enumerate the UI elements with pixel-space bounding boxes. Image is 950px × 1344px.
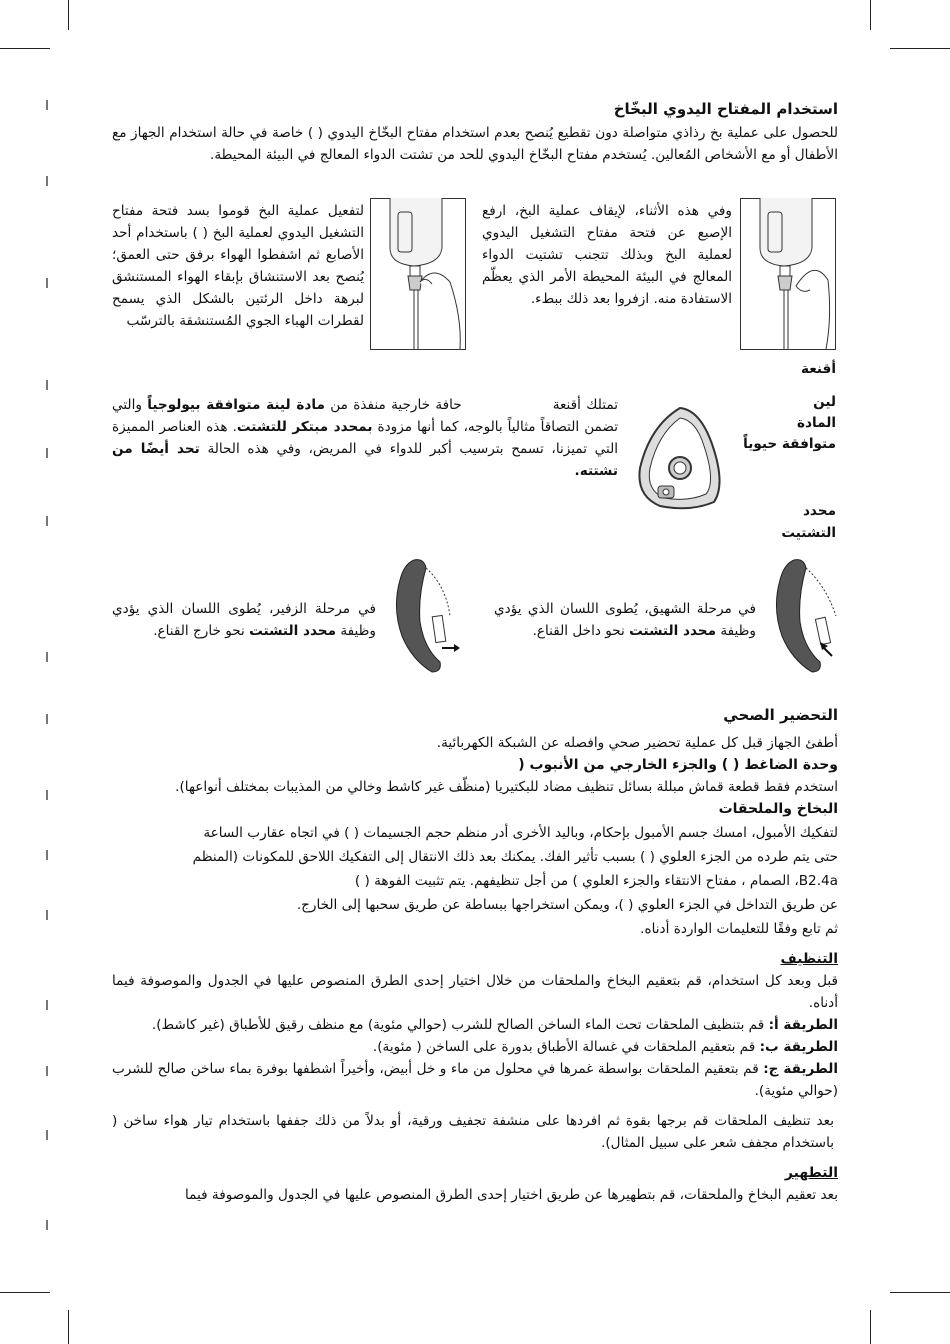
compressor-heading: وحدة الضاغط ( ) والجزء الخارجي من الأنبوب ( bbox=[518, 757, 838, 773]
side-tick bbox=[46, 278, 48, 288]
section-title: استخدام المفتاح اليدوي البخّاخ bbox=[613, 100, 838, 118]
crop-mark bbox=[870, 0, 871, 30]
text-run: . هذه العناصر المميزة التي تميزنا، تسمح بترسيب أكبر للدواء في المريض، وفي هذه الحالة bbox=[112, 419, 618, 457]
method-text: قم بتنظيف الملحقات تحت الماء الساخن الصالح للشرب (حوالي مئوية) مع منظف رقيق للأطباق (غير كاشط). bbox=[151, 1017, 765, 1033]
method-c bbox=[112, 1058, 838, 1102]
label-line: لين bbox=[813, 394, 836, 410]
disinfection-paragraph: بعد تعقيم البخاخ والملحقات، قم بتطهيرها عن طريق اختيار إحدى الطرق المنصوص عليها في الجدول والموصوفة فيما bbox=[185, 1187, 838, 1203]
accessories-line-4: عن طريق التداخل في الجزء العلوي ( )، ويمكن استخراجها ببساطة عن طريق سحبها إلى الخارج. bbox=[296, 897, 838, 913]
disinfection-heading: التطهير bbox=[784, 1165, 838, 1181]
crop-mark bbox=[870, 1310, 871, 1344]
side-tick bbox=[46, 910, 48, 920]
drying-paragraph: بعد تنظيف الملحقات قم برجها بقوة ثم افردها على منشفة تجفيف ورقية، أو بدلاً من ذلك جففها باستخدام تيار هواء ساخن ( باستخدام مجفف شعر على سبيل المثال). bbox=[112, 1113, 834, 1151]
hygiene-title: التحضير الصحي bbox=[723, 706, 838, 724]
masks-title: أقنعة bbox=[800, 361, 836, 377]
soft-material-label bbox=[743, 392, 836, 455]
side-tick bbox=[46, 516, 48, 526]
nebulizer-hand-release-illustration bbox=[740, 198, 836, 350]
method-text: قم بتعقيم الملحقات بواسطة غمرها في محلول من ماء و خل أبيض، وأخيراً اشطفها بوفرة بماء ساخن صالح للشرب (حوالي مئوية). bbox=[112, 1061, 838, 1099]
method-label: الطريقة ب: bbox=[759, 1039, 838, 1055]
side-tick bbox=[46, 100, 48, 110]
text-run: نحو خارج القناع. bbox=[153, 623, 245, 639]
crop-mark bbox=[0, 1292, 50, 1293]
accessories-line-1: لتفكيك الأمبول، امسك جسم الأمبول بإحكام، وباليد الأخرى أدر منظم حجم الجسيمات ( ) في اتجاه عقارب الساعة bbox=[203, 825, 838, 841]
side-tick bbox=[46, 1130, 48, 1140]
accessories-line-5: ثم تابع وفقًا للتعليمات الواردة أدناه. bbox=[640, 921, 838, 937]
accessories-line-3: B2.4a، الصمام ، مفتاح الانتقاء والجزء العلوي ) من أجل تنظيفهم. يتم تثبيت الفوهة ( ) bbox=[354, 873, 838, 889]
nebulizer-hand-block-illustration bbox=[370, 198, 466, 350]
text-run: تمتلك أقنعة bbox=[552, 397, 618, 413]
activate-paragraph: لتفعيل عملية البخ قوموا بسد فتحة مفتاح التشغيل اليدوي لعملية البخ ( ) باستخدام أحد الأصابع ثم اشفطوا الهواء برفق حتى العمق؛ يُنصح بعد الاستنشاق بإبقاء الهواء المستنشق لبرهة داخل الرئتين بالشكل الذي يسمح لقطرات الهباء الجوي المُستنشقة بالترسّب bbox=[112, 203, 364, 329]
mask-exhale-illustration bbox=[384, 556, 464, 676]
nebulizer-section bbox=[112, 98, 838, 166]
release-paragraph: وفي هذه الأثناء، لإيقاف عملية البخ، ارفع الإصبع عن فتحة مفتاح التشغيل اليدوي لعملية البخ وبذلك تتجنب تشتيت الدواء المعالج في البيئة المحيطة الأمر الذي يعظّم الاستفادة منه. ازفروا بعد ذلك ببطء. bbox=[482, 203, 732, 307]
crop-mark bbox=[0, 48, 50, 49]
method-label: الطريقة أ: bbox=[768, 1017, 838, 1033]
switch-off-paragraph: أطفئ الجهاز قبل كل عملية تحضير صحي وافصله عن الشبكة الكهربائية. bbox=[436, 735, 838, 751]
crop-mark bbox=[68, 1310, 69, 1344]
text-run: نحو داخل القناع. bbox=[532, 623, 625, 639]
bold-run: مادة لينة متوافقة بيولوجياً bbox=[147, 397, 325, 413]
crop-mark bbox=[68, 0, 69, 30]
label-line: محدد bbox=[802, 503, 836, 519]
bold-run: تحد أيضًا من تشتته. bbox=[112, 441, 618, 479]
intro-paragraph: للحصول على عملية بخ رذاذي متواصلة دون تقطيع يُنصح بعدم استخدام مفتاح البخّاخ اليدوي ( ) خاصة في حالة استخدام الجهاز مع الأطفال أو مع الأشخاص المُعالين. يُستخدم مفتاح البخّاخ اليدوي للحد من تشتت الدواء المعالج في البيئة المحيطة. bbox=[112, 125, 838, 163]
mask-illustration bbox=[630, 404, 730, 514]
text-run: حافة خارجية منفذة من bbox=[330, 397, 462, 413]
cleaning-paragraph: قبل وبعد كل استخدام، قم بتعقيم البخاخ والملحقات من خلال اختيار إحدى الطرق المنصوص عليها في الجدول والموصوفة فيما أدناه. bbox=[112, 973, 838, 1011]
accessories-heading: البخاخ والملحقات bbox=[718, 801, 838, 817]
bold-run: محدد التشتت bbox=[629, 623, 717, 639]
method-label: الطريقة ج: bbox=[763, 1061, 838, 1077]
label-line: التشتيت bbox=[781, 525, 836, 541]
masks-description bbox=[112, 394, 618, 482]
side-tick bbox=[46, 380, 48, 390]
text-run: في مرحلة الزفير، يُطوى اللسان الذي يؤدي وظيفة bbox=[112, 601, 376, 639]
compressor-paragraph: استخدم فقط قطعة قماش مبللة بسائل تنظيف مضاد للبكتيريا (منظّف غير كاشط وخالي من المذيبات بمختلف أنواعها). bbox=[175, 779, 838, 795]
text-run: في مرحلة الشهيق، يُطوى اللسان الذي يؤدي وظيفة bbox=[494, 601, 756, 639]
bold-run: بمحدد مبتكر للتشتت bbox=[236, 419, 373, 435]
side-tick bbox=[46, 448, 48, 458]
crop-mark bbox=[890, 1292, 950, 1293]
method-a bbox=[112, 1014, 838, 1036]
accessories-line-2: حتى يتم طرده من الجزء العلوي ( ) بسبب تأثير الفك. يمكنك بعد ذلك الانتقال إلى التفكيك اللاحق للمكونات (المنظم bbox=[192, 849, 838, 865]
hygiene-section bbox=[112, 704, 838, 1206]
method-text: قم بتعقيم الملحقات في غسالة الأطباق بدورة على الساخن ( مئوية). bbox=[372, 1039, 756, 1055]
text-run: والتي تضمن التصاقاً مثالياً بالوجه، كما أنها مزودة bbox=[112, 397, 618, 435]
label-line: المادة bbox=[797, 415, 836, 431]
side-tick bbox=[46, 652, 48, 662]
crop-mark bbox=[890, 48, 950, 49]
side-tick bbox=[46, 1000, 48, 1010]
mask-inhale-illustration bbox=[764, 556, 844, 676]
cleaning-heading: التنظيف bbox=[780, 951, 838, 967]
exhale-paragraph bbox=[112, 598, 376, 642]
side-tick bbox=[46, 790, 48, 800]
method-b bbox=[112, 1036, 838, 1058]
label-line: متوافقة حيوياً bbox=[743, 436, 836, 452]
side-tick bbox=[46, 176, 48, 186]
inhale-paragraph bbox=[494, 598, 756, 642]
side-tick bbox=[46, 1066, 48, 1076]
side-tick bbox=[46, 1220, 48, 1230]
dispersion-limiter-label bbox=[781, 500, 836, 544]
side-tick bbox=[46, 714, 48, 724]
side-tick bbox=[46, 850, 48, 860]
bold-run: محدد التشتت bbox=[249, 623, 337, 639]
